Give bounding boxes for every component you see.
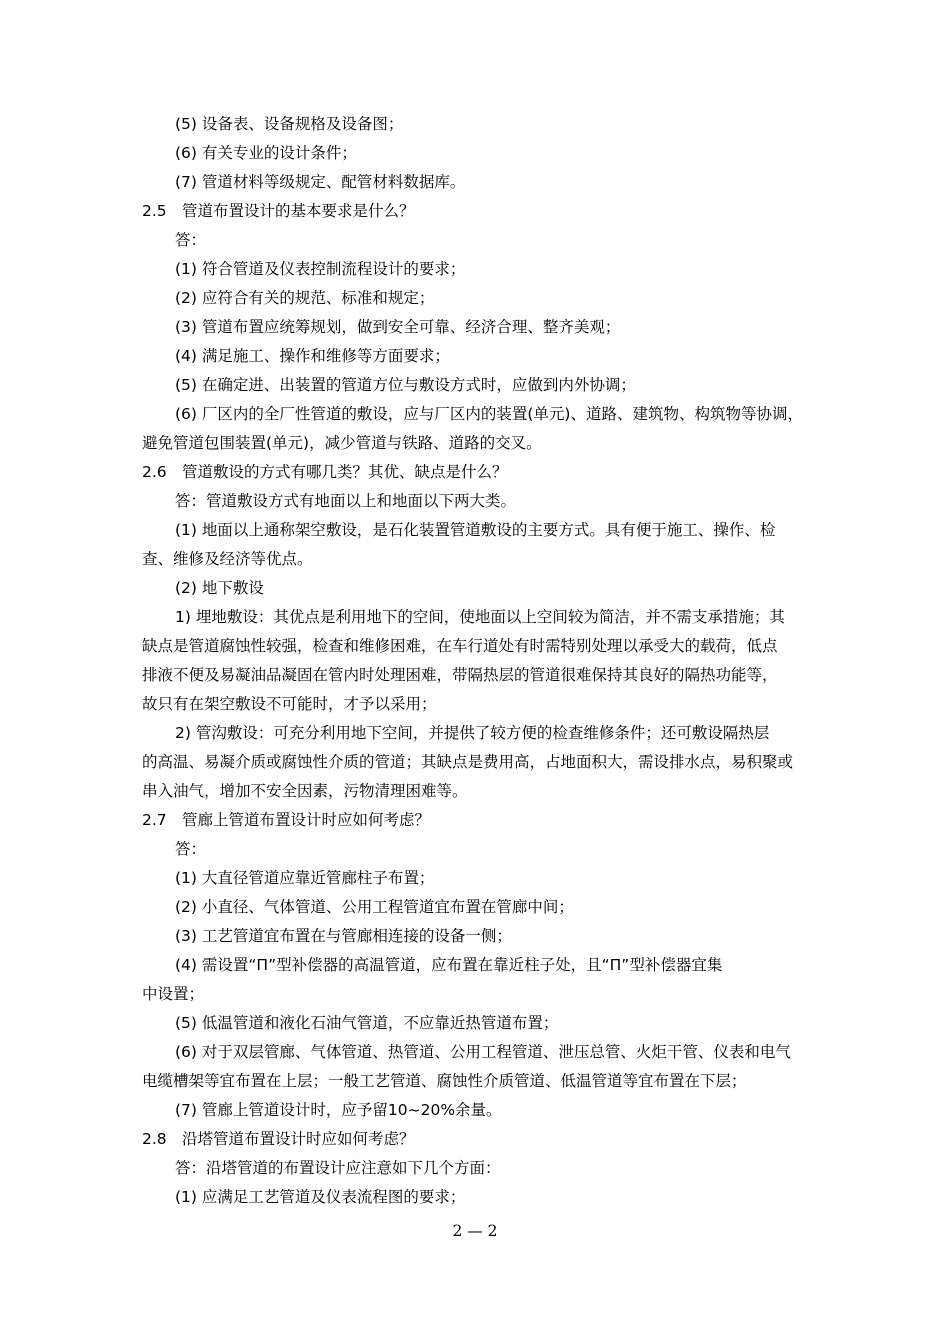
question-number: 2.5 xyxy=(142,202,167,220)
question-number: 2.7 xyxy=(142,811,167,829)
paragraph-line: 故只有在架空敷设不可能时，才予以采用； xyxy=(142,695,437,713)
answer-text: 答：管道敷设方式有地面以上和地面以下两大类。 xyxy=(175,492,517,510)
answer-label: 答： xyxy=(175,840,207,858)
list-item: (7) 管道材料等级规定、配管材料数据库。 xyxy=(175,173,466,191)
list-item: (2) 小直径、气体管道、公用工程管道宜布置在管廊中间； xyxy=(175,898,574,916)
paragraph-line: 查、维修及经济等优点。 xyxy=(142,550,313,568)
list-item: (6) 厂区内的全厂性管道的敷设，应与厂区内的装置(单元)、道路、建筑物、构筑物等协调， xyxy=(175,405,803,423)
paragraph-line: 缺点是管道腐蚀性较强，检查和维修困难，在车行道处有时需特别处理以承受大的载荷，低点 xyxy=(142,637,778,655)
list-item: (4) 需设置“Π”型补偿器的高温管道，应布置在靠近柱子处，且“Π”型补偿器宜集 xyxy=(175,956,723,974)
list-item: (2) 应符合有关的规范、标准和规定； xyxy=(175,289,435,307)
page-number: 2 — 2 xyxy=(452,1222,498,1240)
question-text: 沿塔管道布置设计时应如何考虑？ xyxy=(182,1130,415,1148)
question-heading xyxy=(142,810,430,830)
list-item: (1) 地面以上通称架空敷设，是石化装置管道敷设的主要方式。具有便于施工、操作、检 xyxy=(175,521,776,539)
question-number: 2.8 xyxy=(142,1130,167,1148)
paragraph-line: 中设置； xyxy=(142,985,205,1003)
list-item: (1) 符合管道及仪表控制流程设计的要求； xyxy=(175,260,466,278)
list-item: (5) 在确定进、出装置的管道方位与敷设方式时，应做到内外协调； xyxy=(175,376,636,394)
list-item: (7) 管廊上管道设计时，应予留10~20%余量。 xyxy=(175,1101,502,1119)
paragraph-line: 电缆槽架等宜布置在上层；一般工艺管道、腐蚀性介质管道、低温管道等宜布置在下层； xyxy=(142,1072,747,1090)
question-number: 2.6 xyxy=(142,463,167,481)
list-item: (5) 设备表、设备规格及设备图； xyxy=(175,115,404,133)
answer-text: 答：沿塔管道的布置设计应注意如下几个方面： xyxy=(175,1159,501,1177)
question-heading xyxy=(142,201,415,221)
list-item: (5) 低温管道和液化石油气管道，不应靠近热管道布置； xyxy=(175,1014,559,1032)
question-text: 管廊上管道布置设计时应如何考虑？ xyxy=(182,811,431,829)
list-item: (1) 应满足工艺管道及仪表流程图的要求； xyxy=(175,1188,466,1206)
paragraph-line: 排液不便及易凝油品凝固在管内时处理困难，带隔热层的管道很难保持其良好的隔热功能等， xyxy=(142,666,778,684)
list-item: (4) 满足施工、操作和维修等方面要求； xyxy=(175,347,450,365)
list-item: (6) 对于双层管廊、气体管道、热管道、公用工程管道、泄压总管、火炬干管、仪表和电气 xyxy=(175,1043,791,1061)
paragraph-line: 避免管道包围装置(单元)，减少管道与铁路、道路的交叉。 xyxy=(142,434,542,452)
list-item: (3) 工艺管道宜布置在与管廊相连接的设备一侧； xyxy=(175,927,512,945)
question-text: 管道布置设计的基本要求是什么？ xyxy=(182,202,415,220)
question-text: 管道敷设的方式有哪几类？其优、缺点是什么？ xyxy=(182,463,508,481)
question-heading xyxy=(142,1129,415,1149)
list-item: (1) 大直径管道应靠近管廊柱子布置； xyxy=(175,869,435,887)
list-item: (2) 地下敷设 xyxy=(175,579,264,597)
list-item: 1) 埋地敷设：其优点是利用地下的空间，使地面以上空间较为简洁，并不需支承措施；其 xyxy=(175,608,785,626)
list-item: (3) 管道布置应统筹规划，做到安全可靠、经济合理、整齐美观； xyxy=(175,318,621,336)
list-item: (6) 有关专业的设计条件； xyxy=(175,144,357,162)
paragraph-line: 串入油气，增加不安全因素，污物清理困难等。 xyxy=(142,782,468,800)
answer-label: 答： xyxy=(175,231,207,249)
paragraph-line: 的高温、易凝介质或腐蚀性介质的管道；其缺点是费用高，占地面积大，需设排水点，易积聚或 xyxy=(142,753,794,771)
list-item: 2) 管沟敷设：可充分利用地下空间，并提供了较方便的检查维修条件；还可敷设隔热层 xyxy=(175,724,770,742)
question-heading xyxy=(142,462,508,482)
